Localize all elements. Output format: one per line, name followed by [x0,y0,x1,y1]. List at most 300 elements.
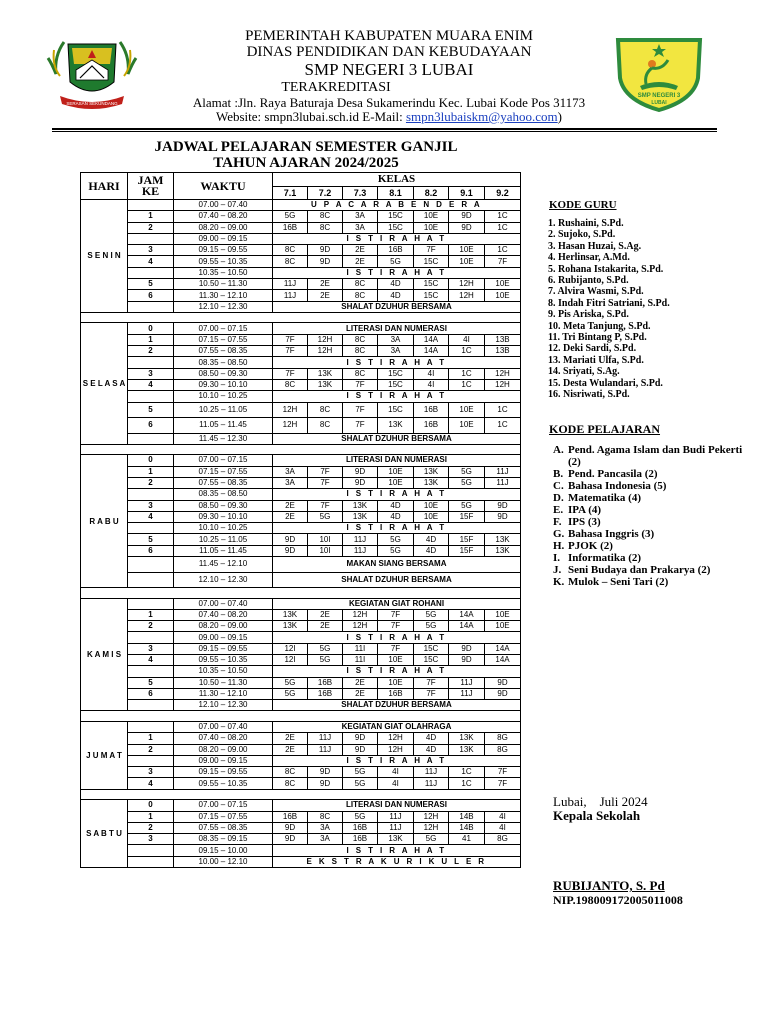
period-time: 08.35 – 09.15 [174,834,273,845]
lesson-cell: 8C [343,290,378,301]
lesson-cell: 7F [414,677,449,688]
class-header: 7.2 [308,187,343,200]
period-number: 2 [128,346,174,357]
subject-codes-list [553,444,753,588]
lesson-cell: 9D [485,500,521,511]
lesson-cell: 13K [343,511,378,522]
lesson-cell: 13K [273,609,308,620]
period-number [128,233,174,244]
day-name: R A B U [81,455,128,588]
lesson-cell: 10E [485,621,521,632]
period-number: 1 [128,609,174,620]
activity-cell: I S T I R A H A T [273,755,521,766]
period-time: 10.25 – 11.05 [174,534,273,545]
lesson-cell: 9D [308,256,343,267]
subject-code-item [553,468,753,480]
period-number [128,433,174,444]
signature-role: Kepala Sekolah [553,808,641,823]
lesson-cell: 3A [308,822,343,833]
schedule-row [81,767,521,778]
period-number: 2 [128,621,174,632]
lesson-cell: 5G [414,621,449,632]
period-time: 07.00 – 07.15 [174,323,273,334]
period-number [128,489,174,500]
lesson-cell: 8G [485,744,521,755]
lesson-cell: 5G [378,256,414,267]
signature-name: RUBIJANTO, S. Pd [553,878,665,893]
lesson-cell: 10I [308,545,343,556]
activity-cell: LITERASI DAN NUMERASI [273,800,521,811]
period-time: 08.35 – 08.50 [174,489,273,500]
lesson-cell: 3A [378,346,414,357]
lesson-cell: 15F [449,534,485,545]
lesson-cell: 3A [343,211,378,222]
period-number [128,572,174,588]
schedule-row [81,402,521,418]
lesson-cell: 5G [273,688,308,699]
day-separator [81,444,521,455]
schedule-row [81,523,521,534]
header-accreditation: TERAKREDITASI [281,80,391,95]
period-time: 09.30 – 10.10 [174,511,273,522]
website-suffix: ) [557,109,563,124]
period-number: 6 [128,688,174,699]
activity-cell: U P A C A R A B E N D E R A [273,200,521,211]
period-time: 07.15 – 07.55 [174,334,273,345]
lesson-cell: 5G [449,466,485,477]
schedule-row [81,267,521,278]
lesson-cell: 13B [485,334,521,345]
lesson-cell: 1C [485,418,521,434]
activity-cell: SHALAT DZUHUR BERSAMA [273,433,521,444]
lesson-cell: 13K [414,477,449,488]
schedule-row [81,466,521,477]
period-time: 08.20 – 09.00 [174,744,273,755]
lesson-cell: 5G [273,211,308,222]
activity-cell: KEGIATAN GIAT ROHANI [273,598,521,609]
period-number: 0 [128,455,174,466]
lesson-cell: 10E [449,256,485,267]
period-number [128,523,174,534]
schedule-row [81,621,521,632]
lesson-cell: 8C [273,767,308,778]
period-time: 09.55 – 10.35 [174,655,273,666]
lesson-cell: 16B [308,677,343,688]
subject-code-name: IPA (4) [568,504,602,516]
lesson-cell: 14A [414,346,449,357]
lesson-cell: 7F [343,379,378,390]
lesson-cell: 12H [414,822,449,833]
activity-cell: MAKAN SIANG BERSAMA [273,557,521,573]
period-number [128,598,174,609]
lesson-cell: 14A [449,609,485,620]
period-time: 10.50 – 11.30 [174,677,273,688]
period-time: 10.35 – 10.50 [174,267,273,278]
subject-code-item [553,564,753,576]
schedule-row [81,822,521,833]
lesson-cell: 2E [343,677,378,688]
schedule-row [81,433,521,444]
schedule-row [81,500,521,511]
lesson-cell: 15F [449,545,485,556]
schedule-row [81,677,521,688]
period-number [128,301,174,312]
activity-cell: I S T I R A H A T [273,666,521,677]
period-time: 12.10 – 12.30 [174,572,273,588]
col-header-hari: HARI [81,173,128,200]
lesson-cell: 13K [273,621,308,632]
schedule-row [81,290,521,301]
lesson-cell: 13K [485,534,521,545]
schedule-row [81,643,521,654]
lesson-cell: 3A [378,334,414,345]
header-address: Alamat :Jln. Raya Baturaja Desa Sukamerindu Kec. Lubai Kode Pos 31173 [192,95,586,110]
schedule-row [81,666,521,677]
lesson-cell: 13K [485,545,521,556]
subject-code-name: Informatika (2) [568,552,642,564]
day-name: S E N I N [81,200,128,313]
subject-code-name: Seni Budaya dan Prakarya (2) [568,564,711,576]
lesson-cell: 16B [343,822,378,833]
lesson-cell: 2E [343,256,378,267]
subject-code-letter: G. [553,528,565,540]
lesson-cell: 12H [273,402,308,418]
lesson-cell: 13K [378,418,414,434]
schedule-table [80,172,521,868]
subject-code-item [553,552,753,564]
teacher-code-item: 14. Sriyati, S.Ag. [548,366,620,378]
emblem-banner-text: SERASAN SEKUNDANG [66,101,118,106]
period-number: 2 [128,822,174,833]
email-link[interactable]: smpn3lubaiskm@yahoo.com [405,109,558,124]
lesson-cell: 9D [273,545,308,556]
subject-code-item [553,492,753,504]
lesson-cell: 3A [343,222,378,233]
lesson-cell: 2E [308,290,343,301]
subject-code-letter: H. [553,540,565,552]
period-number: 1 [128,334,174,345]
period-time: 09.55 – 10.35 [174,256,273,267]
activity-cell: I S T I R A H A T [273,489,521,500]
lesson-cell: 3A [273,466,308,477]
lesson-cell: 14A [485,655,521,666]
lesson-cell: 2E [273,511,308,522]
class-header: 7.3 [343,187,378,200]
lesson-cell: 9D [308,767,343,778]
lesson-cell: 8C [273,245,308,256]
header-school-name: SMP NEGERI 3 LUBAI [304,60,474,79]
lesson-cell: 5G [449,477,485,488]
period-time: 09.15 – 10.00 [174,845,273,856]
subject-code-name: Pend. Agama Islam dan Budi Pekerti (2) [568,444,743,468]
schedule-row [81,811,521,822]
subject-code-name: Pend. Pancasila (2) [568,468,658,480]
lesson-cell: 16B [414,402,449,418]
schedule-title: JADWAL PELAJARAN SEMESTER GANJIL [154,139,458,155]
lesson-cell: 14B [449,822,485,833]
period-number: 3 [128,245,174,256]
lesson-cell: 5G [343,811,378,822]
period-number [128,845,174,856]
schedule-row [81,346,521,357]
lesson-cell: 7F [378,621,414,632]
period-time: 07.55 – 08.35 [174,346,273,357]
lesson-cell: 11J [485,477,521,488]
schedule-row [81,418,521,434]
period-time: 11.45 – 12.30 [174,433,273,444]
lesson-cell: 11J [449,677,485,688]
period-number [128,391,174,402]
schedule-row [81,391,521,402]
class-header: 9.1 [449,187,485,200]
period-number: 3 [128,500,174,511]
schedule-row [81,700,521,711]
lesson-cell: 15C [414,256,449,267]
lesson-cell: 4D [414,534,449,545]
subject-code-name: Bahasa Inggris (3) [568,528,655,540]
period-time: 07.00 – 07.15 [174,800,273,811]
period-number: 4 [128,778,174,789]
lesson-cell: 12H [343,621,378,632]
teacher-code-item: 4. Herlinsar, A.Md. [548,252,630,264]
header-line-1: PEMERINTAH KABUPATEN MUARA ENIM [245,28,533,44]
period-number: 2 [128,222,174,233]
schedule-row [81,256,521,267]
lesson-cell: 8C [308,402,343,418]
lesson-cell: 12I [273,655,308,666]
teacher-codes-list [548,218,670,401]
schedule-row [81,211,521,222]
lesson-cell: 9D [343,466,378,477]
teacher-code-item: 8. Indah Fitri Satriani, S.Pd. [548,297,670,309]
subject-code-letter: K. [553,576,565,588]
lesson-cell: 16B [308,688,343,699]
lesson-cell: 4I [485,822,521,833]
teacher-code-item: 9. Pis Ariska, S.Pd. [548,309,629,321]
lesson-cell: 15C [414,655,449,666]
lesson-cell: 12H [308,346,343,357]
subject-code-item [553,516,753,528]
lesson-cell: 16B [273,811,308,822]
period-time: 08.20 – 09.00 [174,621,273,632]
schedule-row [81,233,521,244]
lesson-cell: 12H [485,379,521,390]
lesson-cell: 15C [414,290,449,301]
subject-code-item [553,576,753,588]
subject-code-letter: D. [553,492,564,504]
activity-cell: I S T I R A H A T [273,391,521,402]
lesson-cell: 9D [449,211,485,222]
lesson-cell: 7F [308,466,343,477]
schedule-row [81,455,521,466]
lesson-cell: 10E [378,466,414,477]
lesson-cell: 8C [273,379,308,390]
period-number: 5 [128,402,174,418]
lesson-cell: 5G [449,500,485,511]
period-time: 11.30 – 12.10 [174,290,273,301]
schedule-row [81,323,521,334]
lesson-cell: 5G [308,643,343,654]
subject-code-name: IPS (3) [568,516,601,528]
period-time: 12.10 – 12.30 [174,700,273,711]
lesson-cell: 13K [449,744,485,755]
period-time: 07.55 – 08.35 [174,822,273,833]
schedule-row [81,800,521,811]
lesson-cell: 11I [343,643,378,654]
school-logo [612,30,706,112]
activity-cell: I S T I R A H A T [273,632,521,643]
day-name: J U M A T [81,721,128,789]
period-time: 11.05 – 11.45 [174,545,273,556]
period-time: 09.15 – 09.55 [174,643,273,654]
period-number: 3 [128,368,174,379]
schedule-row [81,334,521,345]
lesson-cell: 13B [485,346,521,357]
schedule-row [81,379,521,390]
lesson-cell: 4I [414,379,449,390]
activity-cell: KEGIATAN GIAT OLAHRAGA [273,721,521,732]
teacher-code-item: 7. Alvira Wasmi, S.Pd. [548,286,644,298]
lesson-cell: 1C [449,368,485,379]
schedule-row [81,477,521,488]
class-header: 7.1 [273,187,308,200]
period-number [128,666,174,677]
lesson-cell: 4D [378,290,414,301]
lesson-cell: 10E [414,222,449,233]
day-separator-cell [81,312,521,323]
period-time: 07.00 – 07.40 [174,598,273,609]
lesson-cell: 7F [414,245,449,256]
lesson-cell: 2E [308,609,343,620]
period-number: 5 [128,534,174,545]
lesson-cell: 9D [449,655,485,666]
lesson-cell: 16B [343,834,378,845]
lesson-cell: 1C [485,211,521,222]
subject-code-letter: F. [553,516,562,528]
lesson-cell: 15C [378,222,414,233]
subject-code-letter: C. [553,480,564,492]
schedule-row [81,368,521,379]
schedule-row [81,655,521,666]
schedule-row [81,733,521,744]
lesson-cell: 9D [343,744,378,755]
lesson-cell: 11J [308,744,343,755]
lesson-cell: 11J [378,822,414,833]
period-number: 0 [128,323,174,334]
school-logo-text-bottom: LUBAI [651,100,667,106]
period-number [128,357,174,368]
lesson-cell: 11J [414,767,449,778]
day-separator-cell [81,444,521,455]
lesson-cell: 16B [273,222,308,233]
lesson-cell: 9D [485,677,521,688]
lesson-cell: 10E [414,500,449,511]
period-number: 4 [128,511,174,522]
schedule-row [81,511,521,522]
lesson-cell: 5G [308,511,343,522]
lesson-cell: 11J [485,466,521,477]
period-time: 09.00 – 09.15 [174,755,273,766]
period-number [128,200,174,211]
teacher-code-item: 3. Hasan Huzai, S.Ag. [548,240,642,252]
period-time: 10.00 – 12.10 [174,856,273,867]
lesson-cell: 14B [449,811,485,822]
lesson-cell: 13K [449,733,485,744]
schedule-row [81,245,521,256]
lesson-cell: 15C [378,379,414,390]
period-number [128,856,174,867]
activity-cell: I S T I R A H A T [273,523,521,534]
lesson-cell: 4D [378,500,414,511]
lesson-cell: 7F [308,500,343,511]
lesson-cell: 1C [449,767,485,778]
lesson-cell: 12H [485,368,521,379]
period-time: 07.15 – 07.55 [174,811,273,822]
lesson-cell: 2E [308,279,343,290]
lesson-cell: 15C [414,279,449,290]
lesson-cell: 8C [273,256,308,267]
day-separator-cell [81,789,521,800]
lesson-cell: 9D [308,778,343,789]
period-number [128,755,174,766]
lesson-cell: 14A [485,643,521,654]
lesson-cell: 8C [343,346,378,357]
lesson-cell: 7F [414,688,449,699]
schedule-row [81,688,521,699]
period-time: 10.35 – 10.50 [174,666,273,677]
lesson-cell: 8C [308,222,343,233]
period-number: 4 [128,655,174,666]
period-number: 5 [128,677,174,688]
teacher-code-item: 10. Meta Tanjung, S.Pd. [548,320,651,332]
lesson-cell: 5G [273,677,308,688]
lesson-cell: 10I [308,534,343,545]
period-time: 08.50 – 09.30 [174,500,273,511]
lesson-cell: 12H [414,811,449,822]
lesson-cell: 7F [378,609,414,620]
period-number: 4 [128,256,174,267]
lesson-cell: 15C [378,211,414,222]
subject-code-letter: A. [553,444,564,456]
period-time: 09.30 – 10.10 [174,379,273,390]
activity-cell: I S T I R A H A T [273,267,521,278]
lesson-cell: 11J [414,778,449,789]
lesson-cell: 13K [308,379,343,390]
lesson-cell: 12H [308,334,343,345]
lesson-cell: 7F [485,767,521,778]
lesson-cell: 9D [308,245,343,256]
lesson-cell: 13K [414,466,449,477]
lesson-cell: 1C [449,379,485,390]
schedule-row [81,222,521,233]
teacher-code-item: 15. Desta Wulandari, S.Pd. [548,377,663,389]
signature-place-date: Lubai, Juli 2024 [553,794,648,809]
period-number [128,267,174,278]
day-name: S E L A S A [81,323,128,444]
schedule-row [81,834,521,845]
lesson-cell: 10E [378,655,414,666]
lesson-cell: 8C [343,334,378,345]
lesson-cell: 12I [273,643,308,654]
lesson-cell: 13K [308,368,343,379]
lesson-cell: 11I [343,655,378,666]
period-number [128,721,174,732]
schedule-row [81,721,521,732]
subject-code-item [553,540,753,552]
teacher-code-item: 16. Nisriwati, S.Pd. [548,389,630,401]
lesson-cell: 5G [343,778,378,789]
schedule-row [81,572,521,588]
